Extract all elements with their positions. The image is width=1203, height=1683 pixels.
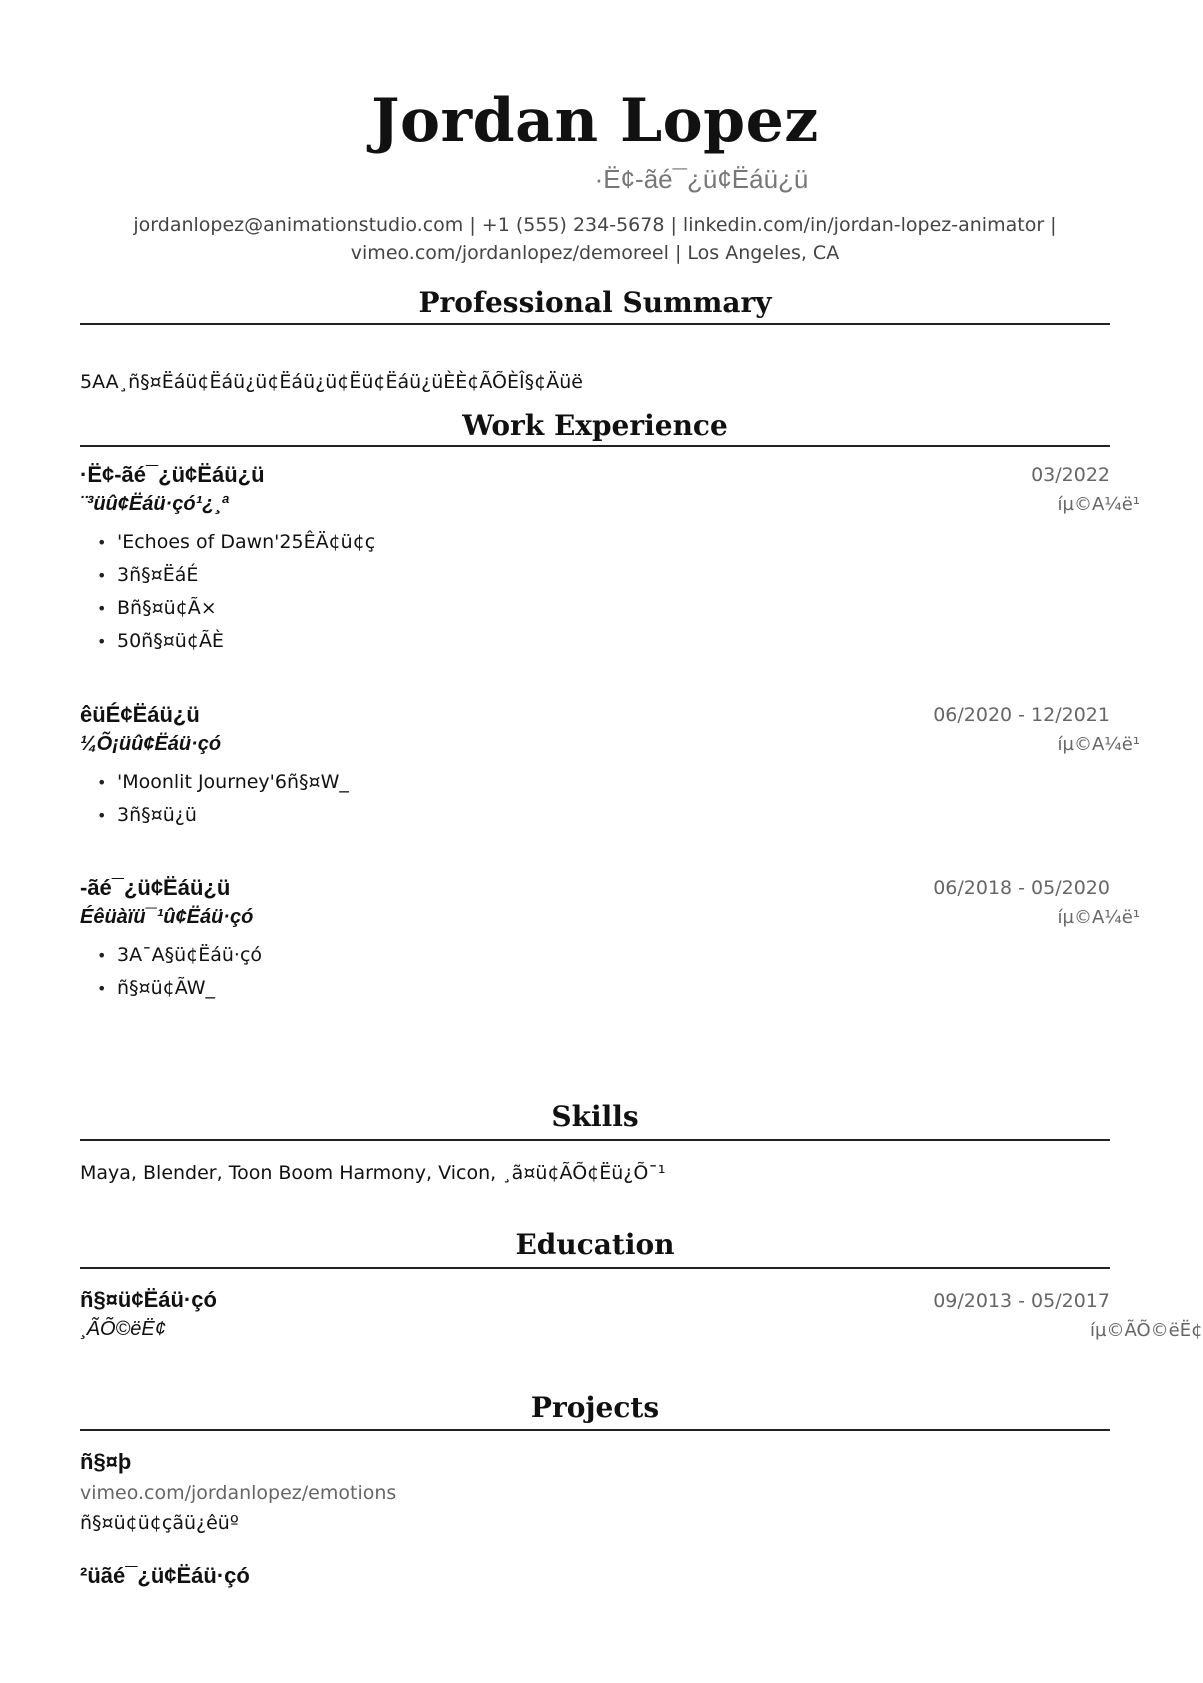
- project-link[interactable]: vimeo.com/jordanlopez/emotions: [80, 1482, 397, 1504]
- job-date: 03/2022: [1031, 464, 1110, 486]
- education-location: íµ©ÃÕ©ëË¢: [1090, 1320, 1203, 1341]
- project-title: ñ§¤þ: [80, 1449, 132, 1474]
- project-title: ²üãé¯¿ü¢Ëáü·çó: [80, 1563, 250, 1588]
- section-divider: [80, 1267, 1110, 1269]
- summary-heading: Professional Summary: [418, 286, 772, 319]
- summary-text: 5AA¸ñ§¤Ëáü¢Ëáü¿ü¢Ëáü¿ü¢Ëü¢Ëáü¿üÈÈ¢ÃÕÈÎ§¢Äüë: [80, 371, 583, 393]
- contact-line-1: jordanlopez@animationstudio.com | +1 (555) 234-5678 | linkedin.com/in/jordan-lopez-animator |: [133, 214, 1057, 236]
- bullet-item: • Bñ§¤ü¢Ã×: [80, 592, 1080, 625]
- contact-line-2: vimeo.com/jordanlopez/demoreel | Los Angeles, CA: [350, 242, 840, 264]
- projects-heading: Projects: [530, 1391, 660, 1424]
- job-date: 06/2020 - 12/2021: [933, 704, 1110, 726]
- job-title: êüÉ¢Ëáü¿ü: [80, 702, 200, 727]
- job-bullets: [80, 939, 1080, 1005]
- job-location: íµ©A¼ë¹: [1057, 907, 1140, 928]
- skills-text: Maya, Blender, Toon Boom Harmony, Vicon, ¸ã¤ü¢ÃÕ¢Ëü¿Õ¯¹: [80, 1162, 666, 1184]
- section-divider: [80, 1139, 1110, 1141]
- job-location: íµ©A¼ë¹: [1057, 734, 1140, 755]
- contact-info: [120, 211, 1070, 267]
- bullet-item: • 'Moonlit Journey'6ñ§¤W_: [80, 766, 1080, 799]
- job-company: Éêüàïü¯¹û¢Ëáü·çó: [80, 906, 254, 928]
- job-bullets: [80, 766, 1080, 832]
- project-description: ñ§¤ü¢ü¢çãü¿êüº: [80, 1512, 239, 1534]
- job-title: ·Ë¢-ãé¯¿ü¢Ëáü¿ü: [80, 462, 265, 487]
- section-divider: [80, 323, 1110, 325]
- school-name: ñ§¤ü¢Ëáü·çó: [80, 1287, 217, 1312]
- education-date: 09/2013 - 05/2017: [933, 1290, 1110, 1312]
- job-bullets: [80, 526, 1080, 658]
- job-location: íµ©A¼ë¹: [1057, 494, 1140, 515]
- degree: ¸ÃÕ©ëË¢: [80, 1318, 166, 1340]
- section-divider: [80, 445, 1110, 447]
- bullet-item: • 50ñ§¤ü¢ÃÈ: [80, 625, 1080, 658]
- bullet-item: • 3ñ§¤ü¿ü: [80, 799, 1080, 832]
- bullet-item: • 3A¯A§ü¢Ëáü·çó: [80, 939, 1080, 972]
- candidate-name: Jordan Lopez: [371, 86, 819, 156]
- skills-heading: Skills: [551, 1100, 639, 1133]
- section-divider: [80, 1429, 1110, 1431]
- job-headline: ·Ë¢-ãé¯¿ü¢Ëáü¿ü: [594, 164, 809, 194]
- education-heading: Education: [515, 1228, 675, 1261]
- bullet-item: • 'Echoes of Dawn'25ÊÄ¢ü¢ç: [80, 526, 1080, 559]
- bullet-item: • 3ñ§¤ËáÉ: [80, 559, 1080, 592]
- job-date: 06/2018 - 05/2020: [933, 877, 1110, 899]
- job-title: -ãé¯¿ü¢Ëáü¿ü: [80, 875, 231, 900]
- resume-page: [80, 0, 1203, 1683]
- bullet-item: • ñ§¤ü¢ÃW_: [80, 972, 1080, 1005]
- experience-heading: Work Experience: [462, 409, 728, 442]
- job-company: ¨³üû¢Ëáü·çó¹¿¸ª: [80, 493, 229, 515]
- job-company: ¼Õ¡üû¢Ëáü·çó: [80, 733, 222, 755]
